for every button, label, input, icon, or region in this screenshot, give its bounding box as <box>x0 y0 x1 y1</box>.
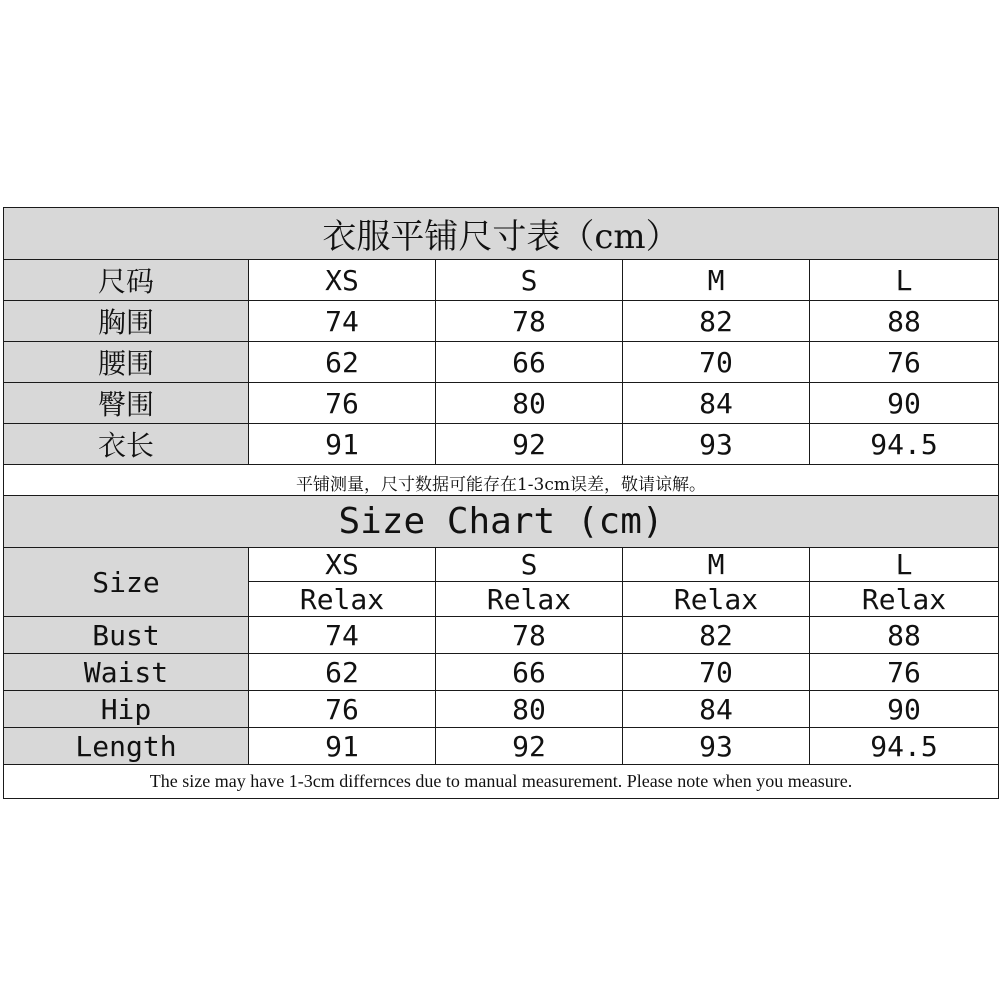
table-cell: 78 <box>436 301 623 342</box>
chinese-size-table <box>3 207 999 501</box>
cn-row-label: 衣长 <box>4 424 249 465</box>
table-cell: 78 <box>436 617 623 654</box>
table-cell: 62 <box>249 654 436 691</box>
cn-row-label: 腰围 <box>4 342 249 383</box>
table-row <box>4 301 999 342</box>
table-cell: 76 <box>249 691 436 728</box>
table-row <box>4 383 999 424</box>
en-row-label: Waist <box>4 654 249 691</box>
table-cell: 90 <box>810 383 999 424</box>
cn-size-label: 尺码 <box>4 260 249 301</box>
table-cell: 94.5 <box>810 728 999 765</box>
cn-measurement-note: 平铺测量，尺寸数据可能存在1-3cm误差，敬请谅解。 <box>4 465 999 501</box>
en-fit-l: Relax <box>810 582 999 617</box>
en-row-label: Length <box>4 728 249 765</box>
table-cell: 84 <box>623 383 810 424</box>
table-cell: 74 <box>249 301 436 342</box>
table-row <box>4 342 999 383</box>
table-cell: 76 <box>810 342 999 383</box>
table-row <box>4 691 999 728</box>
table-cell: 70 <box>623 342 810 383</box>
table-cell: 88 <box>810 617 999 654</box>
cn-row-label: 臀围 <box>4 383 249 424</box>
table-cell: 91 <box>249 424 436 465</box>
table-cell: 90 <box>810 691 999 728</box>
table-cell: 76 <box>249 383 436 424</box>
table-cell: 80 <box>436 691 623 728</box>
cn-table-title: 衣服平铺尺寸表（cm） <box>4 208 999 260</box>
en-size-label: Size <box>4 548 249 617</box>
table-cell: 92 <box>436 728 623 765</box>
table-cell: 88 <box>810 301 999 342</box>
table-cell: 94.5 <box>810 424 999 465</box>
table-cell: 62 <box>249 342 436 383</box>
table-cell: 84 <box>623 691 810 728</box>
en-size-m: M <box>623 548 810 582</box>
cn-size-l: L <box>810 260 999 301</box>
en-fit-m: Relax <box>623 582 810 617</box>
en-size-s: S <box>436 548 623 582</box>
table-cell: 93 <box>623 728 810 765</box>
table-cell: 74 <box>249 617 436 654</box>
table-cell: 91 <box>249 728 436 765</box>
en-row-label: Hip <box>4 691 249 728</box>
table-cell: 82 <box>623 301 810 342</box>
cn-size-m: M <box>623 260 810 301</box>
en-fit-s: Relax <box>436 582 623 617</box>
table-row <box>4 654 999 691</box>
cn-row-label: 胸围 <box>4 301 249 342</box>
en-table-title: Size Chart (cm) <box>4 496 999 548</box>
table-cell: 80 <box>436 383 623 424</box>
cn-size-s: S <box>436 260 623 301</box>
table-cell: 76 <box>810 654 999 691</box>
table-row <box>4 617 999 654</box>
table-row <box>4 424 999 465</box>
en-size-l: L <box>810 548 999 582</box>
table-cell: 66 <box>436 654 623 691</box>
table-cell: 82 <box>623 617 810 654</box>
cn-size-xs: XS <box>249 260 436 301</box>
english-size-table <box>3 495 999 799</box>
table-cell: 92 <box>436 424 623 465</box>
table-row <box>4 728 999 765</box>
table-cell: 66 <box>436 342 623 383</box>
table-cell: 70 <box>623 654 810 691</box>
en-row-label: Bust <box>4 617 249 654</box>
table-cell: 93 <box>623 424 810 465</box>
en-fit-xs: Relax <box>249 582 436 617</box>
en-size-xs: XS <box>249 548 436 582</box>
en-measurement-note: The size may have 1-3cm differnces due to manual measurement. Please note when you measure. <box>4 765 999 799</box>
